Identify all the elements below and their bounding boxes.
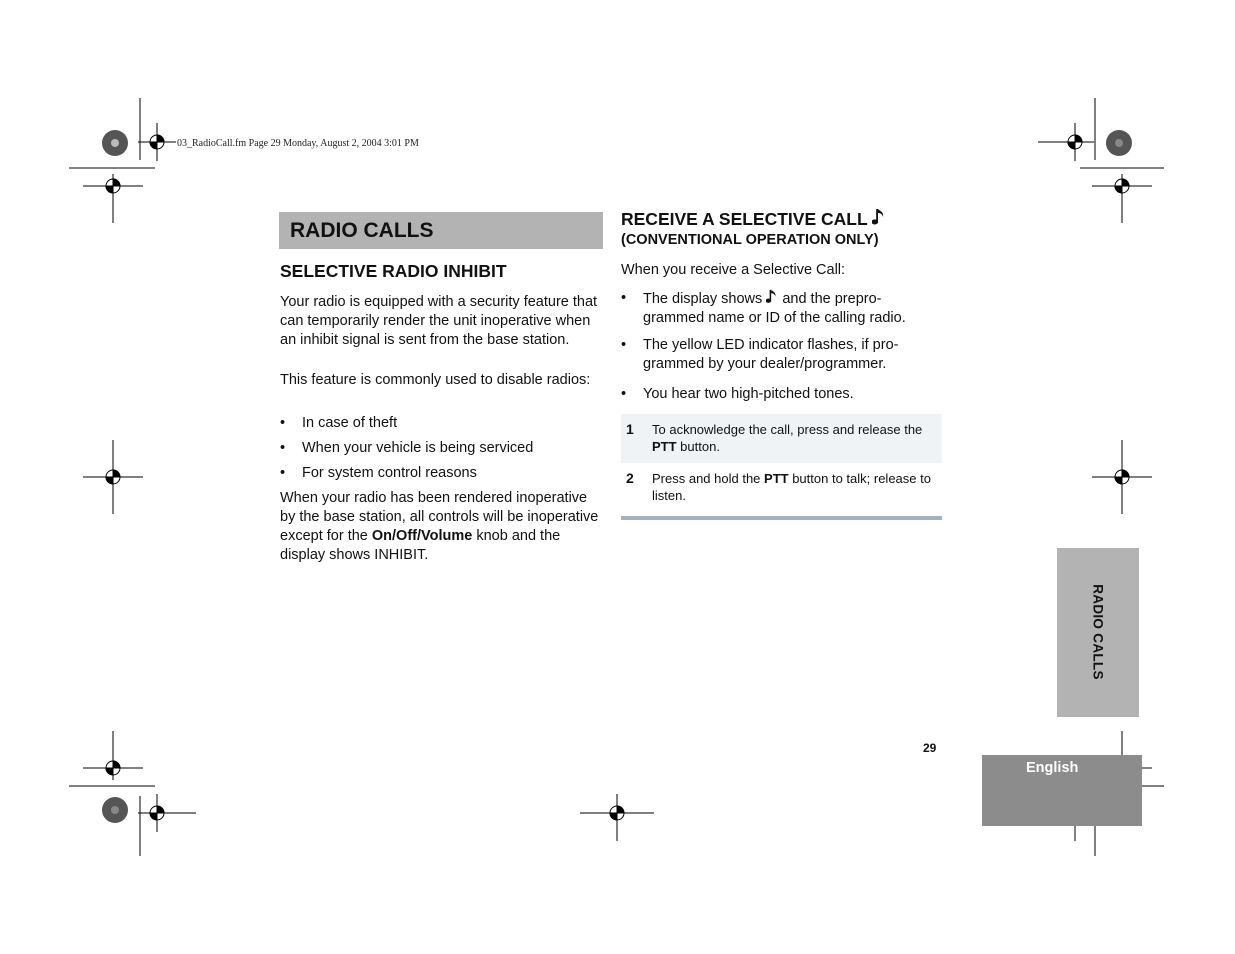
language-tab <box>982 755 1142 826</box>
file-stamp: 03_RadioCall.fm Page 29 Monday, August 2, 2004 3:01 PM <box>177 138 419 149</box>
section-title-selective-call: RECEIVE A SELECTIVE CALL <box>621 208 943 230</box>
list-item <box>621 289 931 328</box>
selective-call-intro: When you receive a Selective Call: <box>621 262 846 278</box>
music-note-icon <box>766 289 778 305</box>
music-note-icon <box>872 208 886 227</box>
list-item <box>280 439 605 458</box>
crosshair-marks <box>83 123 1152 841</box>
inhibit-paragraph-2: This feature is commonly used to disable radios: <box>280 372 591 388</box>
starburst-marks <box>102 130 1132 823</box>
on-off-volume-label: On/Off/Volume <box>371 528 473 544</box>
bullet-text: The yellow LED indicator flashes, if pro-grammed by your dealer/programmer. <box>643 337 899 372</box>
steps-table <box>621 414 942 512</box>
step-number: 2 <box>626 470 634 486</box>
side-chapter-tab <box>1057 548 1139 717</box>
bullet-text: The display shows and the prepro-grammed name or ID of the calling radio. <box>643 291 906 326</box>
bullet-icon: • <box>280 465 286 481</box>
steps-bottom-rule <box>621 516 942 520</box>
section-subtitle: (CONVENTIONAL OPERATION ONLY) <box>621 232 879 248</box>
bullet-icon: • <box>280 415 286 431</box>
section-title-inhibit: SELECTIVE RADIO INHIBIT <box>280 261 507 281</box>
table-row <box>621 463 942 512</box>
bullet-text: When your vehicle is being serviced <box>302 440 534 456</box>
bullet-text: You hear two high-pitched tones. <box>643 386 854 402</box>
inhibit-paragraph-1: Your radio is equipped with a security feature that can temporarily render the unit inoperative when an inhibit signal is sent from the base station. <box>280 294 598 348</box>
list-item <box>280 464 605 483</box>
bullet-icon: • <box>621 290 627 306</box>
list-item <box>280 414 605 433</box>
chapter-title: RADIO CALLS <box>290 218 434 242</box>
bullet-icon: • <box>621 386 627 402</box>
step-text: To acknowledge the call, press and release the PTT button. <box>646 414 942 463</box>
bullet-icon: • <box>621 337 627 353</box>
page-number: 29 <box>923 741 937 755</box>
bullet-text: For system control reasons <box>302 465 477 481</box>
bullet-icon: • <box>280 440 286 456</box>
inhibit-paragraph-3: When your radio has been rendered inoperative by the base station, all controls will be inoperative except for the On/Off/Volume knob and the display shows INHIBIT. <box>280 490 599 563</box>
chapter-title-bar <box>279 212 603 249</box>
side-chapter-label: RADIO CALLS <box>1090 584 1106 680</box>
step-text: Press and hold the PTT button to talk; release to listen. <box>652 471 931 503</box>
bullet-text: In case of theft <box>302 415 398 431</box>
list-item <box>621 336 931 374</box>
language-label: English <box>1026 760 1079 776</box>
list-item <box>621 385 931 404</box>
table-row <box>621 414 942 463</box>
step-number: 1 <box>621 414 646 463</box>
